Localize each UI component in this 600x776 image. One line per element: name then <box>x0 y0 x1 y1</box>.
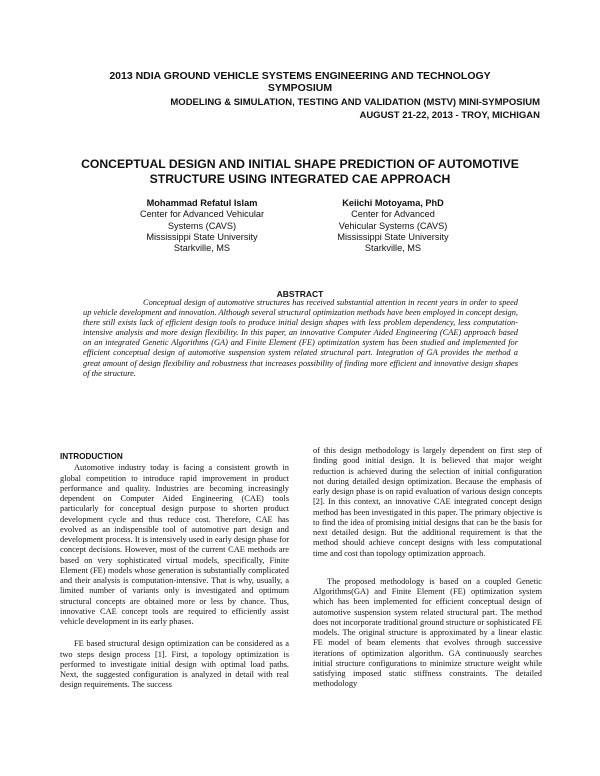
paper-title: CONCEPTUAL DESIGN AND INITIAL SHAPE PREDICTION OF AUTOMOTIVE STRUCTURE USING INTEGRATED CAE APPROACH <box>81 157 519 186</box>
author-block-1 <box>117 198 287 254</box>
author-name: Keiichi Motoyama, PhD <box>342 198 444 208</box>
body-paragraph: FE based structural design optimization can be considered as a two steps design process [1]. First, a topology optimization is performed to investigate initial design with optimal load paths. Next, the suggested configuration is analyzed in detail with real design requirements. The success <box>60 639 289 690</box>
author-affiliation: Center for Advanced Vehicular <box>139 209 265 220</box>
author-block-2 <box>308 198 478 254</box>
right-column <box>313 446 542 690</box>
conference-date-location: AUGUST 21-22, 2013 - TROY, MICHIGAN <box>359 110 540 121</box>
author-name: Mohammad Refatul Islam <box>146 198 258 208</box>
author-affiliation: Center for Advanced <box>351 209 435 220</box>
author-affiliation: Vehicular Systems (CAVS) <box>338 220 448 231</box>
introduction-heading: INTRODUCTION <box>60 452 123 461</box>
author-affiliation: Systems (CAVS) <box>167 220 237 231</box>
abstract-text: Conceptual design of automotive structures has received substantial attention in recent years in order to speed up vehicle development and innovation. Although several structural optimization methods have been employed in concept design, there still exists lack of efficient design tools to produce initial design shapes with less problem dependency, less computation-intensive analysis and more design flexibility. In this paper, an innovative Computer Aided Engineering (CAE) approach based on an integrated Genetic Algorithms (GA) and Finite Element (FE) optimization system has been studied and implemented for efficient conceptual design of automotive suspension system related structural part. Integration of GA provides the method a great amount of design flexibility and robustness that increases possibility of finding more efficient and innovative design shapes of the structure. <box>83 298 518 378</box>
body-paragraph: The proposed methodology is based on a coupled Genetic Algorithms(GA) and Finite Element (FE) optimization system which has been implemented for efficient conceptual design of automotive suspension system related structural part. The method does not incorporate traditional ground structure or sophisticated FE models. The original structure is approximated by a linear elastic FE model of beam elements that evolves through successive iterations of optimization algorithm. GA continuously searches initial structure configurations to minimize structure weight while satisfying imposed static stiffness constraints. The detailed methodology <box>313 576 542 689</box>
left-column <box>60 452 289 691</box>
author-affiliation: Mississippi State University <box>337 231 449 242</box>
conference-name: 2013 NDIA GROUND VEHICLE SYSTEMS ENGINEERING AND TECHNOLOGY SYMPOSIUM <box>109 70 491 94</box>
body-paragraph: of this design methodology is largely dependent on first step of finding good initial design. It is believed that major weight reduction is achieved during the selection of initial configuration not during detailed design optimization. Because the emphasis of early design phase is on rapid evaluation of various design concepts [2]. In this context, an innovative CAE integrated concept design method has been investigated in this paper. The primary objective is to find the idea of promising initial designs that can be the basis for next detailed design. But the additional requirement is that the method should achieve concept designs with less computational time and cost than topology optimization approach. <box>313 446 542 558</box>
author-affiliation: Mississippi State University <box>146 231 258 242</box>
author-location: Starkville, MS <box>173 243 231 254</box>
abstract-heading: ABSTRACT <box>276 289 324 299</box>
author-location: Starkville, MS <box>364 243 422 254</box>
mini-symposium-name: MODELING & SIMULATION, TESTING AND VALIDATION (MSTV) MINI-SYMPOSIUM <box>170 97 540 108</box>
body-paragraph: Automotive industry today is facing a consistent growth in global competition to introduce rapid improvement in product performance and quality. Industries are becoming increasingly dependent on Computer Aided Engineering (CAE) tools particularly for conceptual design purpose to shorten product development cycle and thus reduce cost. Therefore, CAE has evolved as an indispensible tool of automotive part design and development process. It is intensively used in early design phase for concept decisions. However, most of the current CAE methods are based on very sophisticated virtual models, specifically, Finite Element (FE) models whose generation is substantially complicated and their analysis is computation-intensive. That is why, usually, a limited number of variants only is investigated and optimum structural concepts are obtained more or less by chance. Thus, innovative CAE concept tools are required to efficiently assist vehicle development in its early phases. <box>60 463 289 626</box>
